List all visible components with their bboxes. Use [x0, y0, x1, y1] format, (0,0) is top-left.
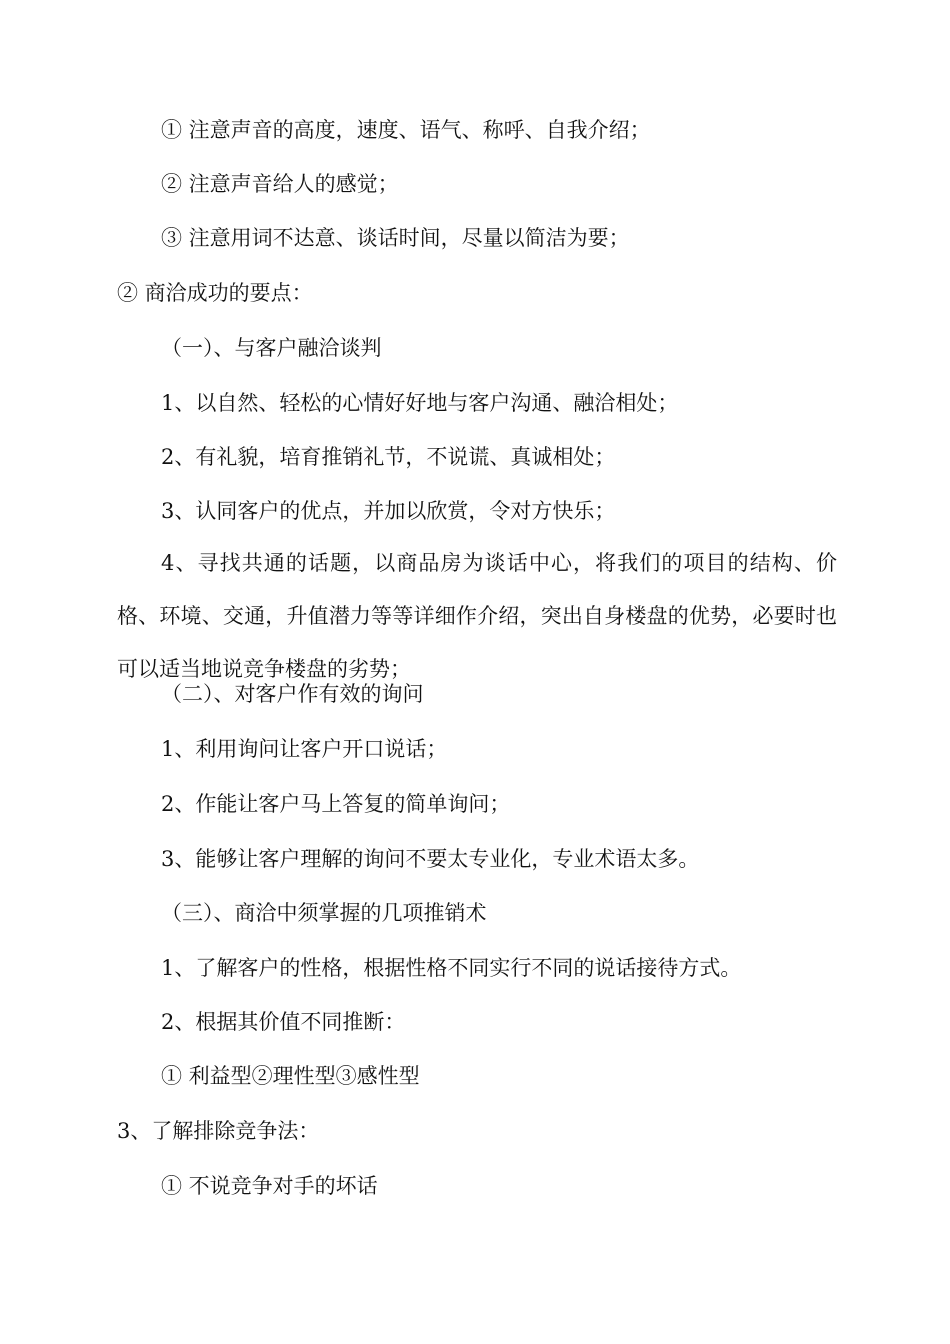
subsection-heading: （一）、与客户融洽谈判	[161, 336, 382, 360]
list-item: 1、了解客户的性格，根据性格不同实行不同的说话接待方式。	[161, 956, 742, 980]
list-item: 1、以自然、轻松的心情好好地与客户沟通、融洽相处；	[161, 391, 679, 415]
section-heading: ② 商洽成功的要点：	[117, 281, 313, 305]
text-line: ② 注意声音给人的感觉；	[161, 172, 399, 196]
list-item: 1、利用询问让客户开口说话；	[161, 737, 448, 761]
list-item: ① 不说竞争对手的坏话	[161, 1174, 378, 1198]
subsection-heading: （二）、对客户作有效的询问	[161, 682, 424, 706]
subsection-heading: （三）、商洽中须掌握的几项推销术	[161, 901, 487, 925]
text-line: ③ 注意用词不达意、谈话时间，尽量以简洁为要；	[161, 226, 630, 250]
list-item: ① 利益型②理性型③感性型	[161, 1064, 420, 1088]
text-line: ① 注意声音的高度，速度、语气、称呼、自我介绍；	[161, 118, 651, 142]
list-item: 2、作能让客户马上答复的简单询问；	[161, 792, 511, 816]
list-item: 3、认同客户的优点，并加以欣赏，令对方快乐；	[161, 499, 616, 523]
list-item: 3、能够让客户理解的询问不要太专业化，专业术语太多。	[161, 847, 700, 871]
section-heading: 3、了解排除竞争法：	[117, 1119, 320, 1143]
list-item: 2、根据其价值不同推断：	[161, 1010, 406, 1034]
list-item: 2、有礼貌，培育推销礼节，不说谎、真诚相处；	[161, 445, 616, 469]
list-item-paragraph: 4、寻找共通的话题，以商品房为谈话中心，将我们的项目的结构、价格、环境、交通，升值潜力等等详细作介绍，突出自身楼盘的优势，必要时也可以适当地说竞争楼盘的劣势；	[117, 551, 837, 681]
